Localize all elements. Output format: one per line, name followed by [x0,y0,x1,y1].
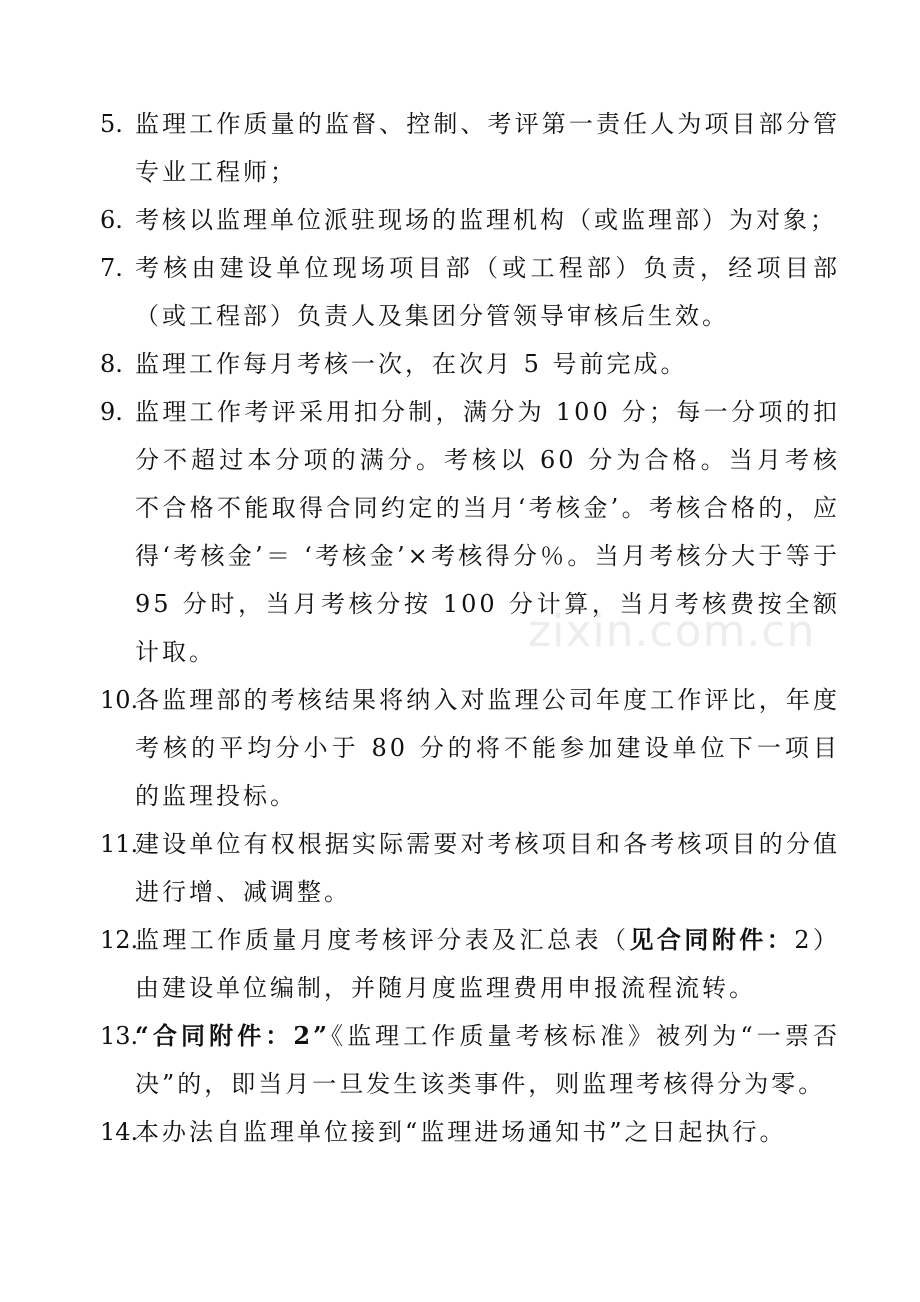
list-item [0,196,840,244]
item-number: 10. [100,686,139,714]
item-number: 6. [100,206,123,234]
item-text: 考核以监理单位派驻现场的监理机构（或监理部）为对象； [135,206,837,234]
item-number: 8. [100,350,123,378]
item-text-bold: “合同附件：2” [135,1021,330,1050]
item-text: 考核由建设单位现场项目部（或工程部）负责，经项目部（或工程部）负责人及集团分管领导审核后生效。 [135,254,840,330]
watermark: zixin.com.cn [528,606,816,657]
item-text-post: 《监理工作质量考核标准》被列为“一票否决”的，即当月一旦发生该类事件，则监理考核得分为零。 [135,1022,840,1098]
item-text: 建设单位有权根据实际需要对考核项目和各考核项目的分值进行增、减调整。 [135,830,840,906]
item-number: 14. [100,1118,139,1146]
list-item [0,1012,840,1108]
item-text: 各监理部的考核结果将纳入对监理公司年度工作评比，年度考核的平均分小于 80 分的将不能参加建设单位下一项目的监理投标。 [135,686,840,810]
item-text: 监理工作考评采用扣分制，满分为 100 分；每一分项的扣分不超过本分项的满分。考核以 60 分为合格。当月考核不合格不能取得合同约定的当月‘考核金’。考核合格的，应得‘考核金’＝ ‘考核金’×考核得分％。当月考核分大于等于 95 分时，当月考核分按 100 分计算，当月考核费按全额计取。 [135,398,840,666]
list-item [0,676,840,820]
item-number: 13. [100,1022,139,1050]
item-number: 9. [100,398,123,426]
list-item [0,100,840,196]
item-text: 监理工作质量的监督、控制、考评第一责任人为项目部分管专业工程师； [135,110,840,186]
list-item [0,916,840,1012]
item-number: 5. [100,110,123,138]
list-item [0,244,840,340]
item-text: 监理工作每月考核一次，在次月 5 号前完成。 [135,350,688,378]
item-text-bold: 见合同附件： [629,925,795,954]
item-number: 11. [100,830,139,858]
item-text-post: 2）由建设单位编制，并随月度监理费用申报流程流转。 [135,926,840,1002]
list-item [0,340,840,388]
list-item [0,1108,840,1156]
item-text-pre: 监理工作质量月度考核评分表及汇总表（ [135,926,630,954]
item-number: 7. [100,254,123,282]
item-text: 本办法自监理单位接到“监理进场通知书”之日起执行。 [135,1118,787,1146]
item-number: 12. [100,926,139,954]
list-item [0,820,840,916]
